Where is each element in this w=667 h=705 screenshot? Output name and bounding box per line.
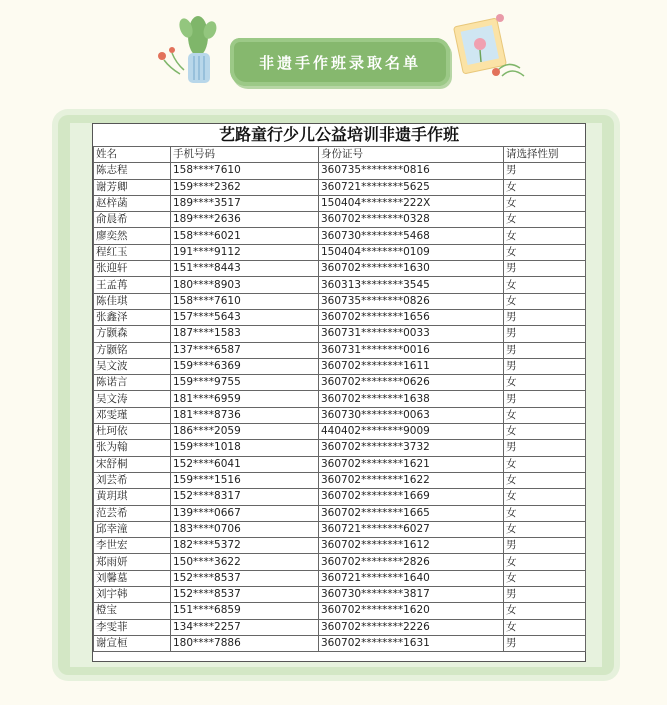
name-cell: 李雯菲 xyxy=(94,619,171,635)
id-number-cell: 360702********1611 xyxy=(319,358,504,374)
id-number-cell: 360702********2226 xyxy=(319,619,504,635)
enrollment-table xyxy=(93,146,586,652)
gender-cell: 男 xyxy=(504,440,586,456)
phone-cell: 159****6369 xyxy=(171,358,319,374)
id-number-cell: 360735********0826 xyxy=(319,293,504,309)
name-cell: 谢芳卿 xyxy=(94,179,171,195)
phone-cell: 159****1516 xyxy=(171,472,319,488)
id-number-cell: 360702********1656 xyxy=(319,309,504,325)
name-cell: 陈佳琪 xyxy=(94,293,171,309)
phone-cell: 182****5372 xyxy=(171,538,319,554)
phone-cell: 152****6041 xyxy=(171,456,319,472)
table-row xyxy=(94,440,586,456)
table-row xyxy=(94,635,586,651)
gender-cell: 女 xyxy=(504,195,586,211)
header-phone: 手机号码 xyxy=(171,147,319,163)
name-cell: 谢宣桓 xyxy=(94,635,171,651)
phone-cell: 157****5643 xyxy=(171,309,319,325)
header-name: 姓名 xyxy=(94,147,171,163)
phone-cell: 159****2362 xyxy=(171,179,319,195)
name-cell: 陈诺言 xyxy=(94,375,171,391)
id-number-cell: 150404********0109 xyxy=(319,244,504,260)
name-cell: 宋舒桐 xyxy=(94,456,171,472)
gender-cell: 男 xyxy=(504,326,586,342)
gender-cell: 女 xyxy=(504,554,586,570)
name-cell: 橙宝 xyxy=(94,603,171,619)
id-number-cell: 360731********0016 xyxy=(319,342,504,358)
name-cell: 刘馨墓 xyxy=(94,570,171,586)
name-cell: 范芸希 xyxy=(94,505,171,521)
gender-cell: 女 xyxy=(504,570,586,586)
name-cell: 张为翰 xyxy=(94,440,171,456)
gender-cell: 男 xyxy=(504,309,586,325)
phone-cell: 137****6587 xyxy=(171,342,319,358)
id-number-cell: 360702********1665 xyxy=(319,505,504,521)
sheet-title: 艺路童行少儿公益培训非遗手作班 xyxy=(93,124,585,147)
phone-cell: 158****7610 xyxy=(171,293,319,309)
id-number-cell: 360721********6027 xyxy=(319,521,504,537)
gender-cell: 女 xyxy=(504,456,586,472)
banner xyxy=(230,38,450,86)
phone-cell: 187****1583 xyxy=(171,326,319,342)
gender-cell: 女 xyxy=(504,407,586,423)
table-row xyxy=(94,261,586,277)
gender-cell: 男 xyxy=(504,358,586,374)
id-number-cell: 360730********0063 xyxy=(319,407,504,423)
name-cell: 廖奕然 xyxy=(94,228,171,244)
gender-cell: 女 xyxy=(504,424,586,440)
table-row xyxy=(94,538,586,554)
table-row xyxy=(94,619,586,635)
phone-cell: 191****9112 xyxy=(171,244,319,260)
table-row xyxy=(94,472,586,488)
table-row xyxy=(94,570,586,586)
gender-cell: 男 xyxy=(504,538,586,554)
table-row xyxy=(94,407,586,423)
name-cell: 吴文波 xyxy=(94,358,171,374)
name-cell: 方颢森 xyxy=(94,326,171,342)
phone-cell: 152****8537 xyxy=(171,587,319,603)
id-number-cell: 360730********3817 xyxy=(319,587,504,603)
id-number-cell: 150404********222X xyxy=(319,195,504,211)
id-number-cell: 360731********0033 xyxy=(319,326,504,342)
id-number-cell: 360721********5625 xyxy=(319,179,504,195)
table-row xyxy=(94,309,586,325)
name-cell: 邱幸潼 xyxy=(94,521,171,537)
id-number-cell: 440402********9009 xyxy=(319,424,504,440)
name-cell: 李世宏 xyxy=(94,538,171,554)
phone-cell: 181****8736 xyxy=(171,407,319,423)
id-number-cell: 360702********1631 xyxy=(319,635,504,651)
table-row xyxy=(94,587,586,603)
table-row xyxy=(94,505,586,521)
table-row xyxy=(94,228,586,244)
phone-cell: 181****6959 xyxy=(171,391,319,407)
phone-cell: 186****2059 xyxy=(171,424,319,440)
table-row xyxy=(94,163,586,179)
id-number-cell: 360702********1612 xyxy=(319,538,504,554)
table-row xyxy=(94,195,586,211)
gender-cell: 女 xyxy=(504,228,586,244)
name-cell: 程红玉 xyxy=(94,244,171,260)
enrollment-sheet xyxy=(92,123,586,662)
phone-cell: 151****8443 xyxy=(171,261,319,277)
table-row xyxy=(94,603,586,619)
phone-cell: 139****0667 xyxy=(171,505,319,521)
phone-cell: 134****2257 xyxy=(171,619,319,635)
table-row xyxy=(94,554,586,570)
id-number-cell: 360730********5468 xyxy=(319,228,504,244)
id-number-cell: 360721********1640 xyxy=(319,570,504,586)
id-number-cell: 360702********3732 xyxy=(319,440,504,456)
phone-cell: 180****7886 xyxy=(171,635,319,651)
phone-cell: 158****7610 xyxy=(171,163,319,179)
gender-cell: 男 xyxy=(504,391,586,407)
table-row xyxy=(94,326,586,342)
name-cell: 张鑫泽 xyxy=(94,309,171,325)
table-row xyxy=(94,521,586,537)
table-row xyxy=(94,358,586,374)
gender-cell: 男 xyxy=(504,342,586,358)
banner-title: 非遗手作班录取名单 xyxy=(258,53,421,72)
phone-cell: 151****6859 xyxy=(171,603,319,619)
phone-cell: 159****1018 xyxy=(171,440,319,456)
gender-cell: 女 xyxy=(504,244,586,260)
phone-cell: 183****0706 xyxy=(171,521,319,537)
name-cell: 张迎轩 xyxy=(94,261,171,277)
phone-cell: 189****2636 xyxy=(171,212,319,228)
table-body xyxy=(94,163,586,652)
table-row xyxy=(94,391,586,407)
gender-cell: 女 xyxy=(504,521,586,537)
id-number-cell: 360702********1669 xyxy=(319,489,504,505)
header-gender: 请选择性别 xyxy=(504,147,586,163)
gender-cell: 女 xyxy=(504,472,586,488)
name-cell: 赵梓菡 xyxy=(94,195,171,211)
flower-card-icon xyxy=(450,10,530,90)
gender-cell: 男 xyxy=(504,261,586,277)
gender-cell: 男 xyxy=(504,163,586,179)
phone-cell: 189****3517 xyxy=(171,195,319,211)
id-number-cell: 360702********1620 xyxy=(319,603,504,619)
gender-cell: 女 xyxy=(504,212,586,228)
id-number-cell: 360702********1630 xyxy=(319,261,504,277)
name-cell: 刘芸希 xyxy=(94,472,171,488)
id-number-cell: 360702********2826 xyxy=(319,554,504,570)
id-number-cell: 360702********1621 xyxy=(319,456,504,472)
id-number-cell: 360735********0816 xyxy=(319,163,504,179)
table-row xyxy=(94,424,586,440)
id-number-cell: 360702********0626 xyxy=(319,375,504,391)
phone-cell: 158****6021 xyxy=(171,228,319,244)
gender-cell: 女 xyxy=(504,277,586,293)
table-row xyxy=(94,375,586,391)
name-cell: 邓雯瑾 xyxy=(94,407,171,423)
table-row xyxy=(94,277,586,293)
phone-cell: 159****9755 xyxy=(171,375,319,391)
name-cell: 俞晨希 xyxy=(94,212,171,228)
name-cell: 方颢铭 xyxy=(94,342,171,358)
cactus-pot-icon xyxy=(150,8,230,90)
name-cell: 王孟苒 xyxy=(94,277,171,293)
gender-cell: 男 xyxy=(504,587,586,603)
name-cell: 吴文涛 xyxy=(94,391,171,407)
gender-cell: 女 xyxy=(504,293,586,309)
header-id-number: 身份证号 xyxy=(319,147,504,163)
table-row xyxy=(94,179,586,195)
name-cell: 黄玥琪 xyxy=(94,489,171,505)
phone-cell: 180****8903 xyxy=(171,277,319,293)
phone-cell: 152****8317 xyxy=(171,489,319,505)
table-row xyxy=(94,456,586,472)
table-row xyxy=(94,489,586,505)
id-number-cell: 360702********1638 xyxy=(319,391,504,407)
id-number-cell: 360702********1622 xyxy=(319,472,504,488)
table-row xyxy=(94,293,586,309)
phone-cell: 152****8537 xyxy=(171,570,319,586)
table-row xyxy=(94,212,586,228)
name-cell: 杜珂依 xyxy=(94,424,171,440)
name-cell: 郑雨妍 xyxy=(94,554,171,570)
id-number-cell: 360313********3545 xyxy=(319,277,504,293)
gender-cell: 女 xyxy=(504,619,586,635)
table-row xyxy=(94,244,586,260)
gender-cell: 女 xyxy=(504,505,586,521)
gender-cell: 男 xyxy=(504,635,586,651)
name-cell: 陈志程 xyxy=(94,163,171,179)
gender-cell: 女 xyxy=(504,179,586,195)
gender-cell: 女 xyxy=(504,603,586,619)
id-number-cell: 360702********0328 xyxy=(319,212,504,228)
table-row xyxy=(94,342,586,358)
gender-cell: 女 xyxy=(504,375,586,391)
name-cell: 刘宇韩 xyxy=(94,587,171,603)
gender-cell: 女 xyxy=(504,489,586,505)
phone-cell: 150****3622 xyxy=(171,554,319,570)
table-header-row xyxy=(94,147,586,163)
